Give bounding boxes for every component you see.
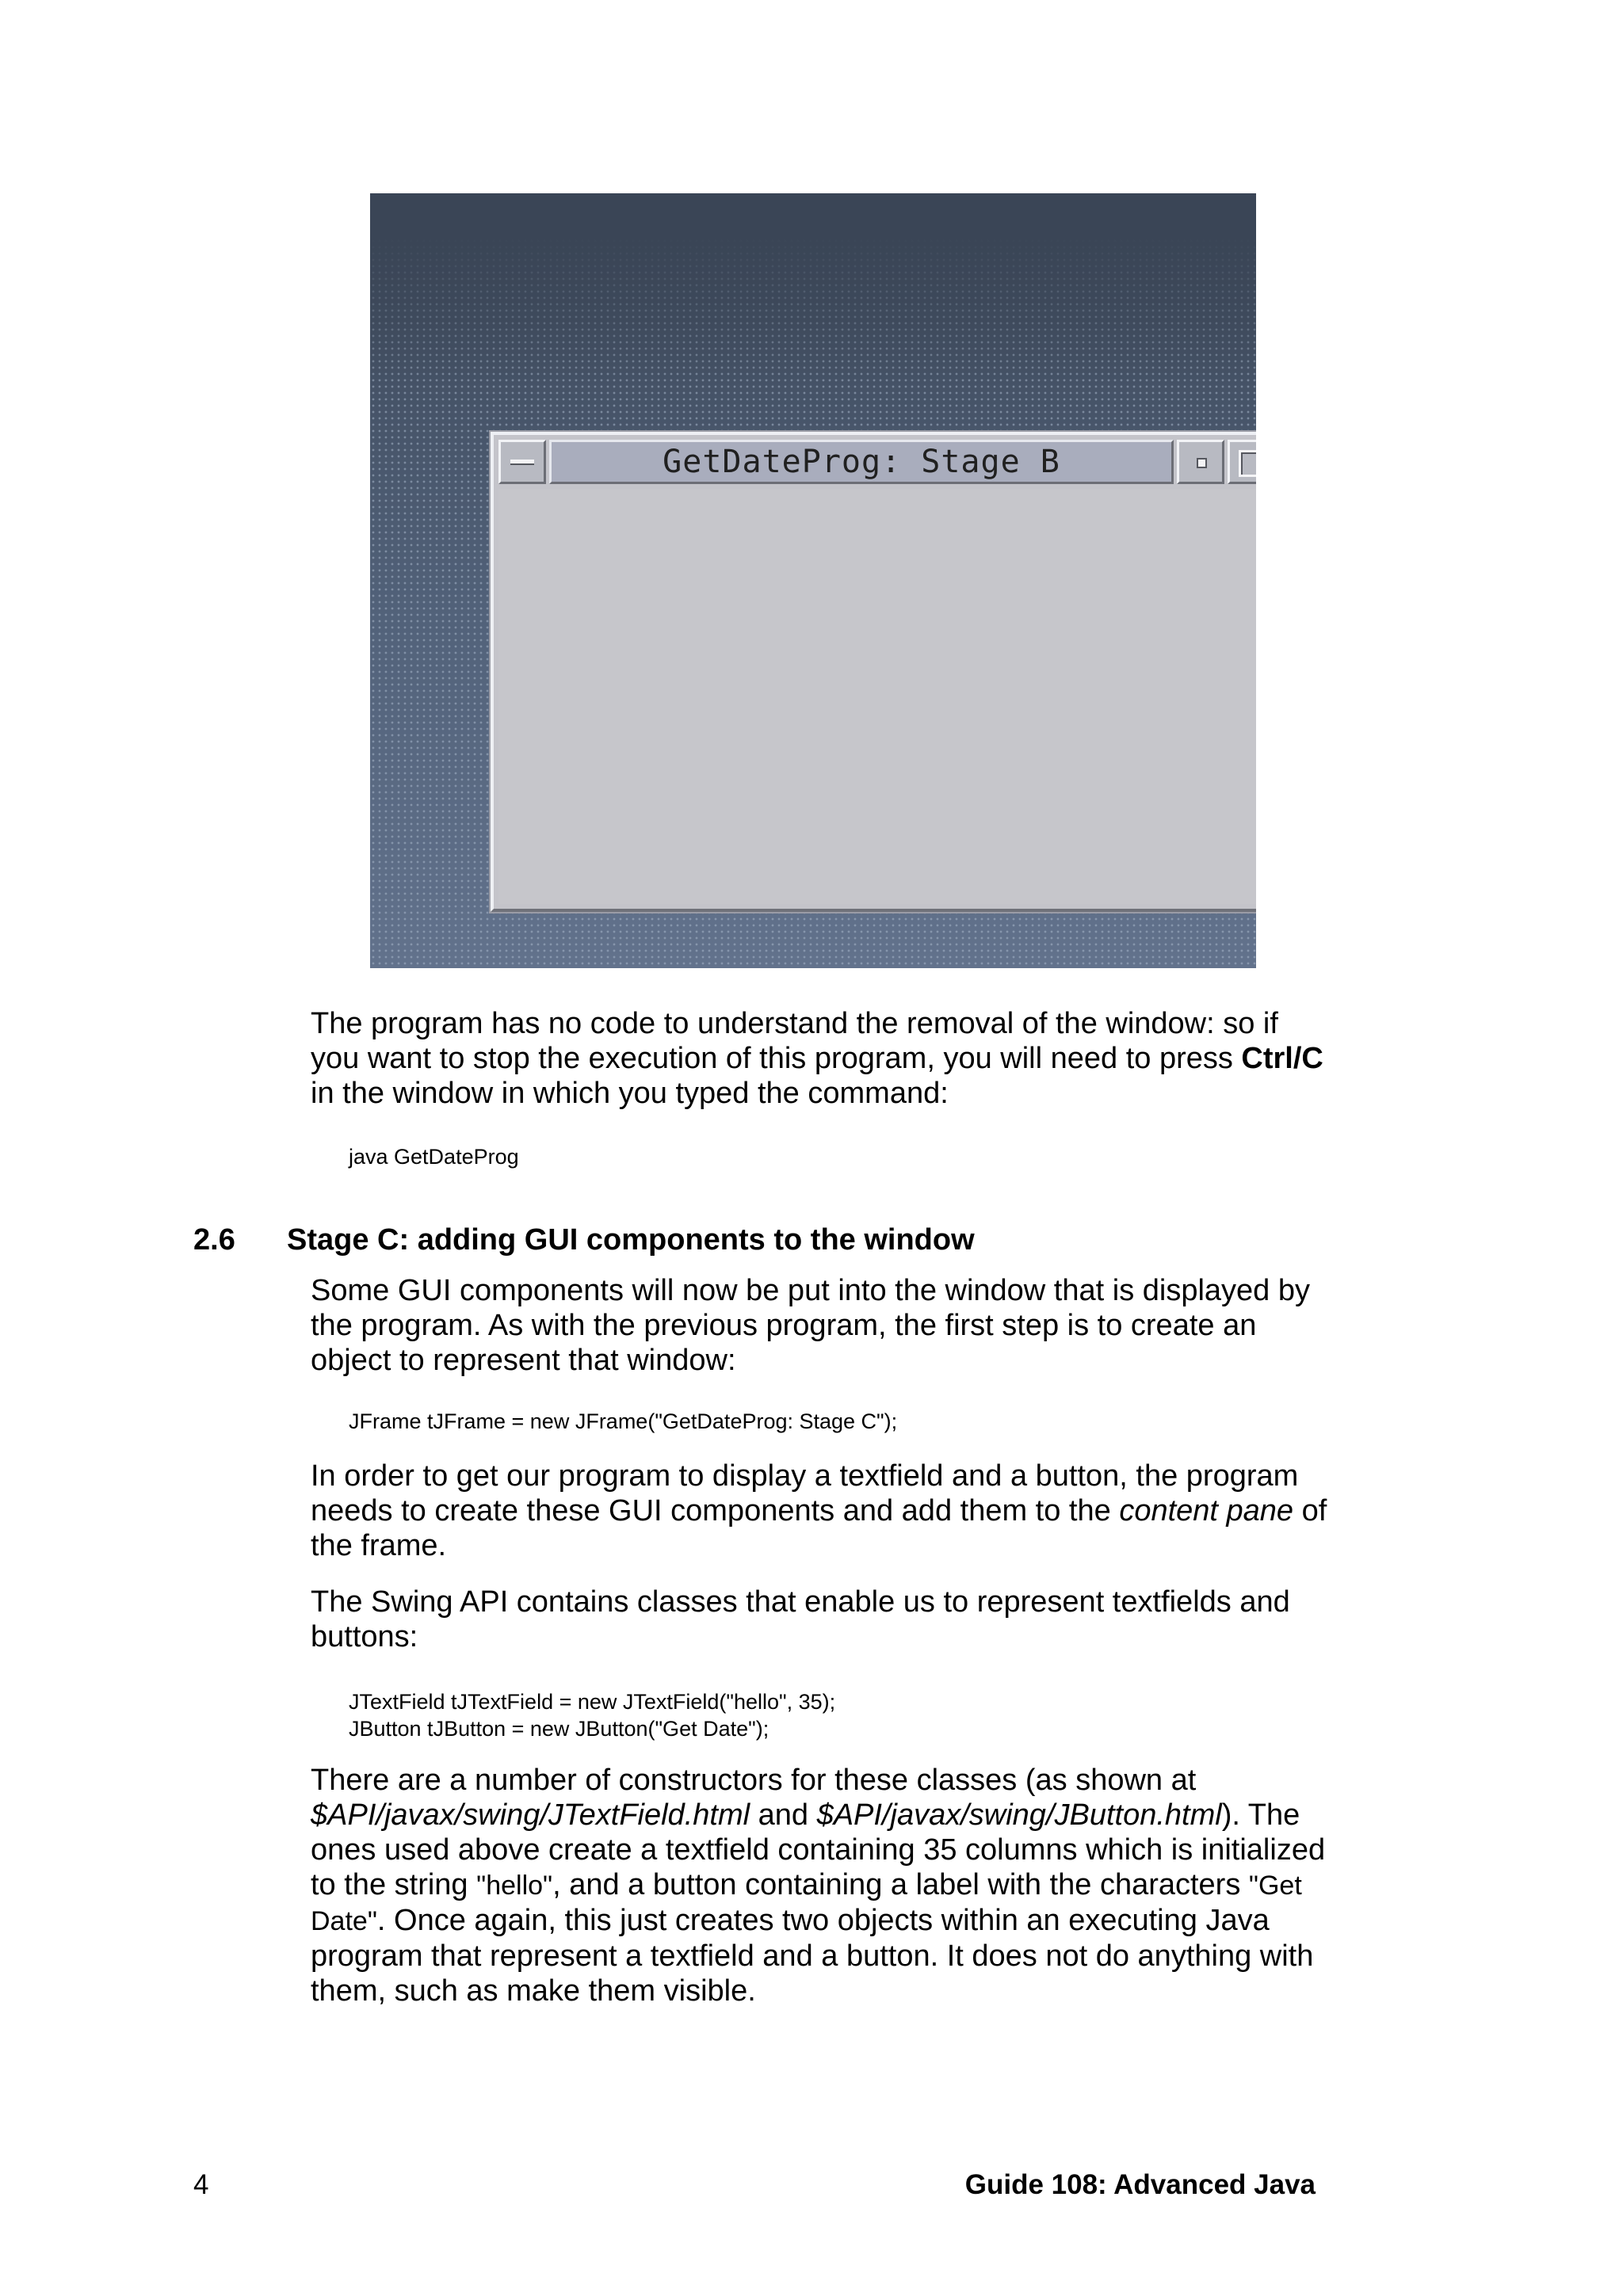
section-title: Stage C: adding GUI components to the window bbox=[287, 1223, 975, 1257]
para5-hello-string: "hello" bbox=[476, 1871, 553, 1901]
para3-text-a: In order to get our program to display a textfield and a button, the program needs to create these GUI components and add them to the bbox=[311, 1459, 1299, 1527]
para5-text-e: . Once again, this just creates two objects within an executing Java program that represent a textfield and a button. It does not do anything with them, such as make them visible. bbox=[311, 1904, 1314, 2008]
guide-title: Guide 108: Advanced Java bbox=[964, 2169, 1316, 2200]
paragraph-swing-api: The Swing API contains classes that enable us to represent textfields and buttons: bbox=[311, 1585, 1290, 1653]
paragraph-content-pane bbox=[311, 1459, 1333, 1563]
code-textfield-line: JTextField tJTextField = new JTextField("hello", 35); bbox=[349, 1690, 836, 1714]
screenshot-figure bbox=[370, 193, 1256, 968]
paragraph-stop-program bbox=[311, 1006, 1333, 1111]
minimize-icon[interactable] bbox=[1177, 440, 1224, 484]
app-window[interactable] bbox=[491, 432, 1256, 912]
para5-text-c: ). The ones used above create a textfield containing 35 columns which is initialized to the string bbox=[311, 1798, 1326, 1901]
section-number: 2.6 bbox=[193, 1223, 235, 1257]
code-button-line: JButton tJButton = new JButton("Get Date"); bbox=[349, 1717, 769, 1741]
para1-bold-keys: Ctrl/C bbox=[1241, 1042, 1323, 1075]
paragraph-constructors bbox=[311, 1763, 1333, 2008]
code-run-command: java GetDateProg bbox=[349, 1145, 519, 1169]
para5-italic-jtextfield: $API/javax/swing/JTextField.html bbox=[311, 1798, 750, 1832]
window-title: GetDateProg: Stage B bbox=[549, 440, 1174, 484]
window-menu-icon[interactable] bbox=[498, 440, 546, 484]
para5-italic-jbutton: $API/javax/swing/JButton.html bbox=[816, 1798, 1222, 1832]
page-number: 4 bbox=[193, 2169, 209, 2200]
para5-text-a: There are a number of constructors for these classes (as shown at bbox=[311, 1764, 1197, 1797]
para5-getdate-string: "Get Date" bbox=[311, 1871, 1302, 1936]
window-titlebar[interactable] bbox=[498, 440, 1256, 484]
paragraph-gui-components: Some GUI components will now be put into the window that is displayed by the program. As with the previous program, the first step is to create an object to represent that window: bbox=[311, 1274, 1310, 1377]
para3-text-b: of the frame. bbox=[311, 1494, 1327, 1562]
maximize-icon[interactable] bbox=[1228, 440, 1256, 484]
code-jframe: JFrame tJFrame = new JFrame("GetDateProg: Stage C"); bbox=[349, 1409, 898, 1433]
para1-text-b: in the window in which you typed the command: bbox=[311, 1077, 949, 1110]
para1-text-a: The program has no code to understand the removal of the window: so if you want to stop the execution of this program, you will need to press bbox=[311, 1007, 1278, 1075]
para5-text-b: and bbox=[750, 1798, 817, 1832]
para5-text-d: , and a button containing a label with the characters bbox=[552, 1868, 1249, 1901]
para3-italic: content pane bbox=[1119, 1494, 1294, 1527]
window-content-area bbox=[498, 489, 1256, 904]
